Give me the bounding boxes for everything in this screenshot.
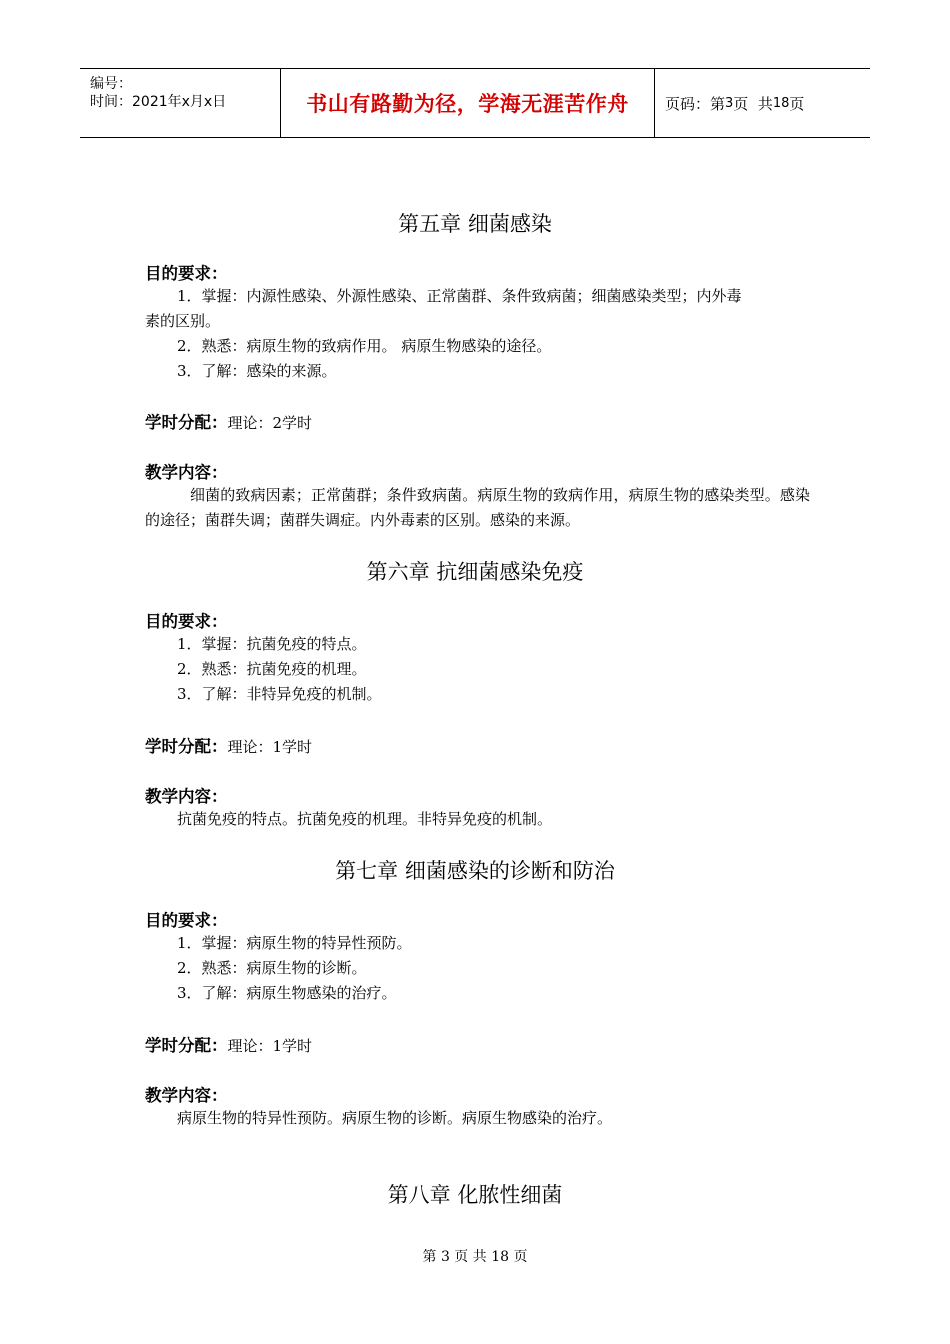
hours-section <box>145 733 312 757</box>
header-info-cell <box>80 69 280 137</box>
chapter-title: 第六章 抗细菌感染免疫 <box>366 560 584 584</box>
hours-heading: 学时分配： <box>145 413 228 432</box>
hours-value: 理论：2学时 <box>227 414 313 432</box>
objective-item-continued: 素的区别。 <box>145 312 221 330</box>
chapter-title: 第七章 细菌感染的诊断和防治 <box>335 859 615 883</box>
chapter-title: 第五章 细菌感染 <box>398 212 552 236</box>
header-divider <box>654 69 655 137</box>
hours-section <box>145 1032 312 1056</box>
objective-item: 1．掌握：病原生物的特异性预防。 <box>177 934 412 952</box>
document-header <box>80 68 870 138</box>
header-motto: 书山有路勤为径，学海无涯苦作舟 <box>306 92 629 116</box>
objective-item: 1．掌握：抗菌免疫的特点。 <box>177 635 367 653</box>
page-prefix: 页码：第 <box>665 94 726 113</box>
content-heading: 教学内容： <box>145 463 228 482</box>
content-paragraph: 细菌的致病因素；正常菌群；条件致病菌。病原生物的致病作用，病原生物的感染类型。感染的途径；菌群失调；菌群失调症。内外毒素的区别。感染的来源。 <box>145 486 810 529</box>
page-suffix: 页 <box>789 94 805 113</box>
objective-item: 2．熟悉：病原生物的致病作用。 病原生物感染的途径。 <box>177 337 552 355</box>
objective-item: 1．掌握：内源性感染、外源性感染、正常菌群、条件致病菌；细菌感染类型；内外毒 <box>177 287 742 305</box>
hours-heading: 学时分配： <box>145 1036 228 1055</box>
objective-item: 3．了解：感染的来源。 <box>177 362 337 380</box>
header-page-indicator <box>665 69 804 137</box>
page-footer: 第 3 页 共 18 页 <box>422 1249 528 1265</box>
objective-item: 2．熟悉：抗菌免疫的机理。 <box>177 660 367 678</box>
page-total: 18 <box>772 95 790 111</box>
hours-value: 理论：1学时 <box>227 738 313 756</box>
content-paragraph: 抗菌免疫的特点。抗菌免疫的机理。非特异免疫的机制。 <box>177 810 553 828</box>
page-middle: 页 共 <box>733 94 773 113</box>
objective-item: 3．了解：非特异免疫的机制。 <box>177 685 382 703</box>
objectives-heading: 目的要求： <box>145 264 228 283</box>
page-current: 3 <box>725 95 734 111</box>
date-label: 时间：2021年x月x日 <box>90 94 227 110</box>
content-paragraph: 病原生物的特异性预防。病原生物的诊断。病原生物感染的治疗。 <box>177 1109 613 1127</box>
objective-item: 2．熟悉：病原生物的诊断。 <box>177 959 367 977</box>
content-heading: 教学内容： <box>145 1086 228 1105</box>
hours-section <box>145 409 312 433</box>
objectives-heading: 目的要求： <box>145 612 228 631</box>
objectives-heading: 目的要求： <box>145 911 228 930</box>
chapter-title: 第八章 化脓性细菌 <box>387 1183 563 1207</box>
hours-value: 理论：1学时 <box>227 1037 313 1055</box>
serial-label: 编号： <box>90 76 132 92</box>
objective-item: 3．了解：病原生物感染的治疗。 <box>177 984 397 1002</box>
content-heading: 教学内容： <box>145 787 228 806</box>
hours-heading: 学时分配： <box>145 737 228 756</box>
